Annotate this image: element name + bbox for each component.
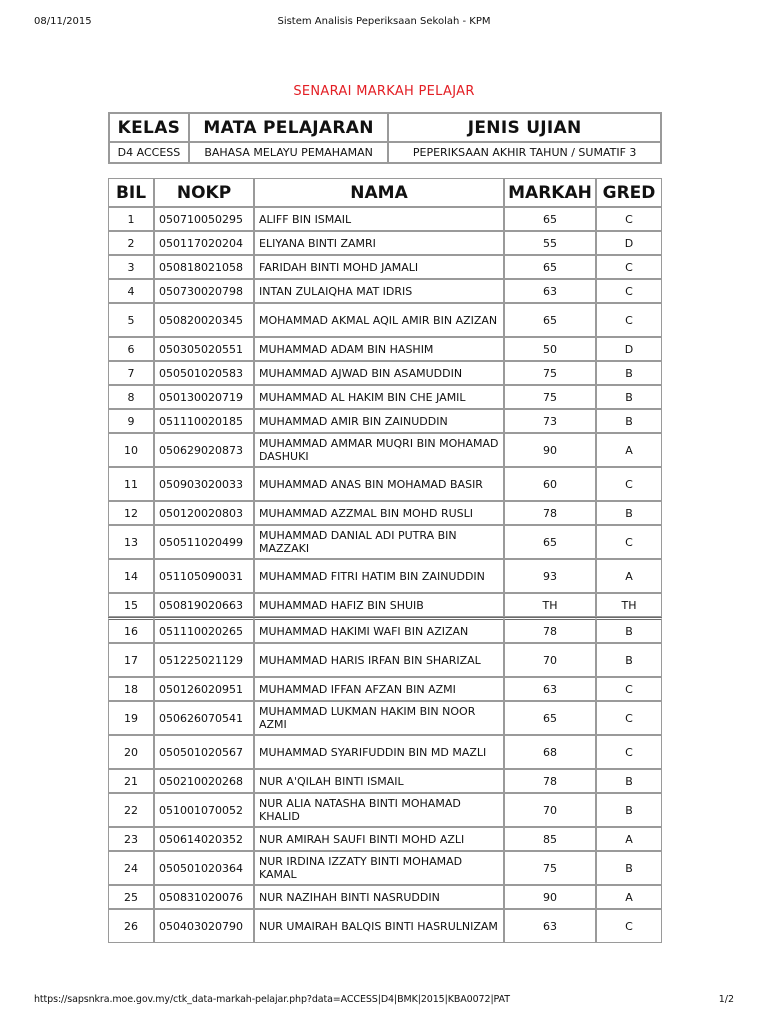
gred-cell: B — [596, 643, 662, 677]
bil-cell: 17 — [108, 643, 154, 677]
markah-cell: 65 — [504, 207, 596, 231]
gred-cell: C — [596, 525, 662, 559]
bil-cell: 3 — [108, 255, 154, 279]
student-rows — [108, 207, 662, 943]
table-row — [108, 303, 662, 337]
bil-header: BIL — [108, 178, 154, 207]
nokp-cell: 050117020204 — [154, 231, 254, 255]
markah-cell: 70 — [504, 793, 596, 827]
table-row — [108, 909, 662, 943]
table-row — [108, 433, 662, 467]
markah-cell: 70 — [504, 643, 596, 677]
bil-cell: 19 — [108, 701, 154, 735]
nama-cell: NUR ALIA NATASHA BINTI MOHAMAD KHALID — [254, 793, 504, 827]
nokp-header: NOKP — [154, 178, 254, 207]
gred-cell: D — [596, 337, 662, 361]
nokp-cell: 051105090031 — [154, 559, 254, 593]
markah-cell: 68 — [504, 735, 596, 769]
gred-cell: B — [596, 409, 662, 433]
gred-header: GRED — [596, 178, 662, 207]
page-url: https://sapsnkra.moe.gov.my/ctk_data-markah-pelajar.php?data=ACCESS|D4|BMK|2015|KBA0072|PAT — [34, 994, 510, 1005]
markah-cell: 75 — [504, 851, 596, 885]
nama-cell: NUR A'QILAH BINTI ISMAIL — [254, 769, 504, 793]
nama-cell: MUHAMMAD AL HAKIM BIN CHE JAMIL — [254, 385, 504, 409]
gred-cell: C — [596, 909, 662, 943]
bil-cell: 14 — [108, 559, 154, 593]
mata-pelajaran-value: BAHASA MELAYU PEMAHAMAN — [189, 142, 388, 163]
nama-cell: ALIFF BIN ISMAIL — [254, 207, 504, 231]
gred-cell: C — [596, 303, 662, 337]
nokp-cell: 050710050295 — [154, 207, 254, 231]
bil-cell: 13 — [108, 525, 154, 559]
kelas-header: KELAS — [109, 113, 189, 142]
bil-cell: 22 — [108, 793, 154, 827]
bil-cell: 9 — [108, 409, 154, 433]
gred-cell: C — [596, 467, 662, 501]
kelas-value: D4 ACCESS — [109, 142, 189, 163]
markah-header: MARKAH — [504, 178, 596, 207]
bil-cell: 15 — [108, 593, 154, 617]
nama-cell: MUHAMMAD LUKMAN HAKIM BIN NOOR AZMI — [254, 701, 504, 735]
markah-cell: 55 — [504, 231, 596, 255]
markah-cell: 63 — [504, 677, 596, 701]
markah-cell: 75 — [504, 385, 596, 409]
mata-pelajaran-header: MATA PELAJARAN — [189, 113, 388, 142]
table-row — [108, 735, 662, 769]
table-row — [108, 617, 662, 643]
nokp-cell: 050210020268 — [154, 769, 254, 793]
gred-cell: B — [596, 361, 662, 385]
table-row — [108, 501, 662, 525]
bil-cell: 24 — [108, 851, 154, 885]
bil-cell: 6 — [108, 337, 154, 361]
bil-cell: 20 — [108, 735, 154, 769]
bil-cell: 11 — [108, 467, 154, 501]
nama-cell: INTAN ZULAIQHA MAT IDRIS — [254, 279, 504, 303]
gred-cell: B — [596, 793, 662, 827]
nama-cell: NUR NAZIHAH BINTI NASRUDDIN — [254, 885, 504, 909]
table-row — [108, 525, 662, 559]
nama-cell: MUHAMMAD HARIS IRFAN BIN SHARIZAL — [254, 643, 504, 677]
nokp-cell: 050629020873 — [154, 433, 254, 467]
nokp-cell: 050126020951 — [154, 677, 254, 701]
nokp-cell: 050501020567 — [154, 735, 254, 769]
bil-cell: 8 — [108, 385, 154, 409]
table-row — [108, 677, 662, 701]
jenis-ujian-value: PEPERIKSAAN AKHIR TAHUN / SUMATIF 3 — [388, 142, 661, 163]
markah-cell: 65 — [504, 701, 596, 735]
nama-cell: MUHAMMAD ANAS BIN MOHAMAD BASIR — [254, 467, 504, 501]
class-info-table — [108, 112, 662, 164]
markah-cell: 75 — [504, 361, 596, 385]
nokp-cell: 050903020033 — [154, 467, 254, 501]
nokp-cell: 050820020345 — [154, 303, 254, 337]
bil-cell: 5 — [108, 303, 154, 337]
gred-cell: B — [596, 769, 662, 793]
table-row — [108, 279, 662, 303]
markah-cell: 63 — [504, 909, 596, 943]
nama-cell: NUR UMAIRAH BALQIS BINTI HASRULNIZAM — [254, 909, 504, 943]
table-row — [108, 885, 662, 909]
nokp-cell: 051110020185 — [154, 409, 254, 433]
table-row — [108, 467, 662, 501]
page-number: 1/2 — [718, 994, 734, 1005]
nokp-cell: 050305020551 — [154, 337, 254, 361]
markah-cell: 73 — [504, 409, 596, 433]
nama-cell: MUHAMMAD FITRI HATIM BIN ZAINUDDIN — [254, 559, 504, 593]
markah-cell: 93 — [504, 559, 596, 593]
gred-cell: C — [596, 677, 662, 701]
table-row — [108, 231, 662, 255]
nama-cell: MUHAMMAD IFFAN AFZAN BIN AZMI — [254, 677, 504, 701]
bil-cell: 2 — [108, 231, 154, 255]
table-row — [108, 337, 662, 361]
nokp-cell: 050501020364 — [154, 851, 254, 885]
markah-cell: 78 — [504, 617, 596, 643]
gred-cell: C — [596, 701, 662, 735]
nama-cell: NUR AMIRAH SAUFI BINTI MOHD AZLI — [254, 827, 504, 851]
nama-cell: MOHAMMAD AKMAL AQIL AMIR BIN AZIZAN — [254, 303, 504, 337]
nokp-cell: 050403020790 — [154, 909, 254, 943]
table-row — [108, 793, 662, 827]
gred-cell: TH — [596, 593, 662, 617]
print-page-title: Sistem Analisis Peperiksaan Sekolah - KPM — [277, 16, 491, 27]
bil-cell: 18 — [108, 677, 154, 701]
markah-cell: 85 — [504, 827, 596, 851]
table-row — [108, 385, 662, 409]
bil-cell: 4 — [108, 279, 154, 303]
markah-cell: 65 — [504, 303, 596, 337]
table-row — [108, 409, 662, 433]
table-row — [108, 207, 662, 231]
gred-cell: A — [596, 433, 662, 467]
table-row — [108, 851, 662, 885]
nokp-cell: 051110020265 — [154, 617, 254, 643]
class-info-header-row — [109, 113, 661, 142]
markah-cell: 78 — [504, 769, 596, 793]
nokp-cell: 050501020583 — [154, 361, 254, 385]
nama-header: NAMA — [254, 178, 504, 207]
markah-cell: 90 — [504, 433, 596, 467]
bil-cell: 7 — [108, 361, 154, 385]
gred-cell: B — [596, 617, 662, 643]
table-row — [108, 593, 662, 617]
table-row — [108, 559, 662, 593]
nokp-cell: 050614020352 — [154, 827, 254, 851]
nokp-cell: 050819020663 — [154, 593, 254, 617]
table-row — [108, 769, 662, 793]
gred-cell: A — [596, 827, 662, 851]
nama-cell: NUR IRDINA IZZATY BINTI MOHAMAD KAMAL — [254, 851, 504, 885]
bil-cell: 26 — [108, 909, 154, 943]
gred-cell: C — [596, 255, 662, 279]
gred-cell: A — [596, 885, 662, 909]
gred-cell: C — [596, 279, 662, 303]
bil-cell: 10 — [108, 433, 154, 467]
nama-cell: ELIYANA BINTI ZAMRI — [254, 231, 504, 255]
nokp-cell: 050831020076 — [154, 885, 254, 909]
nama-cell: MUHAMMAD AZZMAL BIN MOHD RUSLI — [254, 501, 504, 525]
table-row — [108, 361, 662, 385]
nama-cell: MUHAMMAD HAFIZ BIN SHUIB — [254, 593, 504, 617]
nama-cell: MUHAMMAD ADAM BIN HASHIM — [254, 337, 504, 361]
table-row — [108, 827, 662, 851]
student-marks-table — [108, 178, 662, 943]
markah-cell: 50 — [504, 337, 596, 361]
report-title: SENARAI MARKAH PELAJAR — [293, 84, 475, 99]
bil-cell: 25 — [108, 885, 154, 909]
class-info-value-row — [109, 142, 661, 163]
gred-cell: B — [596, 501, 662, 525]
nokp-cell: 050511020499 — [154, 525, 254, 559]
markah-cell: 65 — [504, 525, 596, 559]
nama-cell: MUHAMMAD SYARIFUDDIN BIN MD MAZLI — [254, 735, 504, 769]
nokp-cell: 050818021058 — [154, 255, 254, 279]
table-row — [108, 255, 662, 279]
nama-cell: MUHAMMAD HAKIMI WAFI BIN AZIZAN — [254, 617, 504, 643]
nokp-cell: 050130020719 — [154, 385, 254, 409]
nama-cell: MUHAMMAD AJWAD BIN ASAMUDDIN — [254, 361, 504, 385]
jenis-ujian-header: JENIS UJIAN — [388, 113, 661, 142]
print-date: 08/11/2015 — [34, 16, 92, 27]
student-table-header-row — [108, 178, 662, 207]
markah-cell: 65 — [504, 255, 596, 279]
bil-cell: 23 — [108, 827, 154, 851]
table-row — [108, 701, 662, 735]
markah-cell: 78 — [504, 501, 596, 525]
nama-cell: FARIDAH BINTI MOHD JAMALI — [254, 255, 504, 279]
gred-cell: A — [596, 559, 662, 593]
nokp-cell: 050120020803 — [154, 501, 254, 525]
nokp-cell: 051225021129 — [154, 643, 254, 677]
gred-cell: C — [596, 735, 662, 769]
markah-cell: 63 — [504, 279, 596, 303]
nokp-cell: 051001070052 — [154, 793, 254, 827]
nama-cell: MUHAMMAD AMIR BIN ZAINUDDIN — [254, 409, 504, 433]
markah-cell: 60 — [504, 467, 596, 501]
gred-cell: C — [596, 207, 662, 231]
bil-cell: 12 — [108, 501, 154, 525]
nokp-cell: 050730020798 — [154, 279, 254, 303]
nama-cell: MUHAMMAD AMMAR MUQRI BIN MOHAMAD DASHUKI — [254, 433, 504, 467]
gred-cell: D — [596, 231, 662, 255]
markah-cell: TH — [504, 593, 596, 617]
gred-cell: B — [596, 385, 662, 409]
bil-cell: 21 — [108, 769, 154, 793]
nokp-cell: 050626070541 — [154, 701, 254, 735]
nama-cell: MUHAMMAD DANIAL ADI PUTRA BIN MAZZAKI — [254, 525, 504, 559]
gred-cell: B — [596, 851, 662, 885]
bil-cell: 16 — [108, 617, 154, 643]
table-row — [108, 643, 662, 677]
markah-cell: 90 — [504, 885, 596, 909]
bil-cell: 1 — [108, 207, 154, 231]
